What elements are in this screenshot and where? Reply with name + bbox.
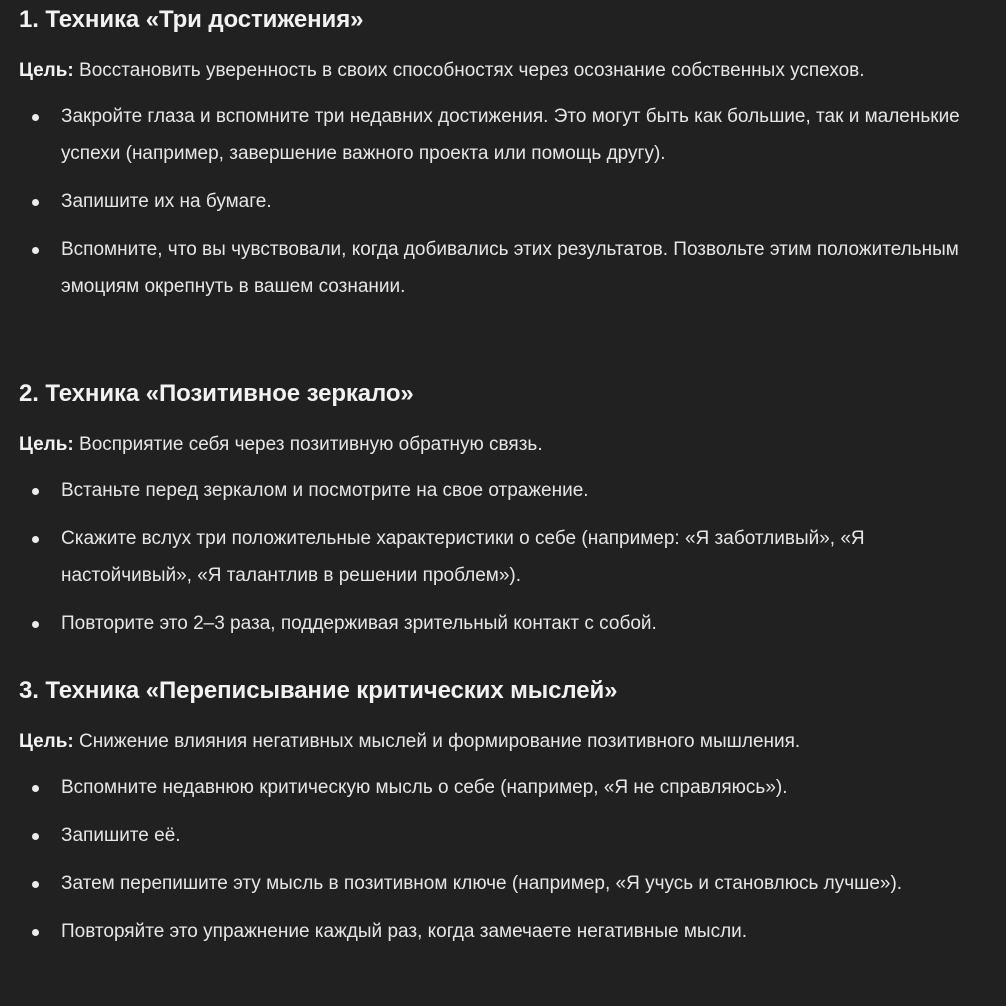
list-item-text: Встаньте перед зеркалом и посмотрите на свое отражение.	[61, 480, 589, 501]
bullet-icon	[32, 199, 39, 206]
list-item	[19, 865, 967, 902]
goal-text: Восстановить уверенность в своих способностях через осознание собственных успехов.	[79, 60, 865, 81]
bullet-icon	[32, 488, 39, 495]
technique-section	[19, 673, 979, 961]
list-item-text: Закройте глаза и вспомните три недавних достижения. Это могут быть как большие, так и маленькие успехи (например, завершение важного проекта или помощь другу).	[61, 106, 960, 164]
bullet-icon	[32, 881, 39, 888]
steps-list	[19, 769, 979, 950]
bullet-icon	[32, 833, 39, 840]
bullet-icon	[32, 621, 39, 628]
technique-section	[19, 376, 979, 653]
bullet-icon	[32, 114, 39, 121]
section-heading: 3. Техника «Переписывание критических мыслей»	[19, 677, 618, 704]
steps-list	[19, 472, 979, 642]
list-item	[19, 520, 967, 594]
list-item-text: Повторите это 2–3 раза, поддерживая зрительный контакт с собой.	[61, 613, 657, 634]
list-item	[19, 231, 967, 305]
list-item	[19, 183, 967, 220]
goal-label: Цель:	[19, 60, 74, 81]
list-item-text: Вспомните недавнюю критическую мысль о себе (например, «Я не справляюсь»).	[61, 777, 788, 798]
list-item-text: Вспомните, что вы чувствовали, когда добивались этих результатов. Позвольте этим положительным эмоциям окрепнуть в вашем сознании.	[61, 239, 959, 297]
bullet-icon	[32, 785, 39, 792]
goal-text: Снижение влияния негативных мыслей и формирование позитивного мышления.	[79, 731, 801, 752]
technique-section	[19, 2, 979, 316]
goal-text: Восприятие себя через позитивную обратную связь.	[79, 434, 543, 455]
goal-label: Цель:	[19, 434, 74, 455]
section-heading: 1. Техника «Три достижения»	[19, 6, 364, 33]
list-item	[19, 98, 967, 172]
list-item	[19, 769, 967, 806]
list-item-text: Скажите вслух три положительные характеристики о себе (например: «Я заботливый», «Я настойчивый», «Я талантлив в решении проблем»).	[61, 528, 865, 586]
list-item-text: Запишите её.	[61, 825, 181, 846]
goal-label: Цель:	[19, 731, 74, 752]
list-item-text: Запишите их на бумаге.	[61, 191, 272, 212]
bullet-icon	[32, 247, 39, 254]
list-item-text: Повторяйте это упражнение каждый раз, когда замечаете негативные мысли.	[61, 921, 748, 942]
goal-paragraph	[19, 723, 924, 760]
goal-paragraph	[19, 426, 924, 463]
bullet-icon	[32, 536, 39, 543]
list-item-text: Затем перепишите эту мысль в позитивном ключе (например, «Я учусь и становлюсь лучше»).	[61, 873, 903, 894]
steps-list	[19, 98, 979, 305]
section-heading: 2. Техника «Позитивное зеркало»	[19, 380, 414, 407]
list-item	[19, 605, 967, 642]
goal-paragraph	[19, 52, 924, 89]
list-item	[19, 817, 967, 854]
list-item	[19, 472, 967, 509]
bullet-icon	[32, 929, 39, 936]
list-item	[19, 913, 967, 950]
